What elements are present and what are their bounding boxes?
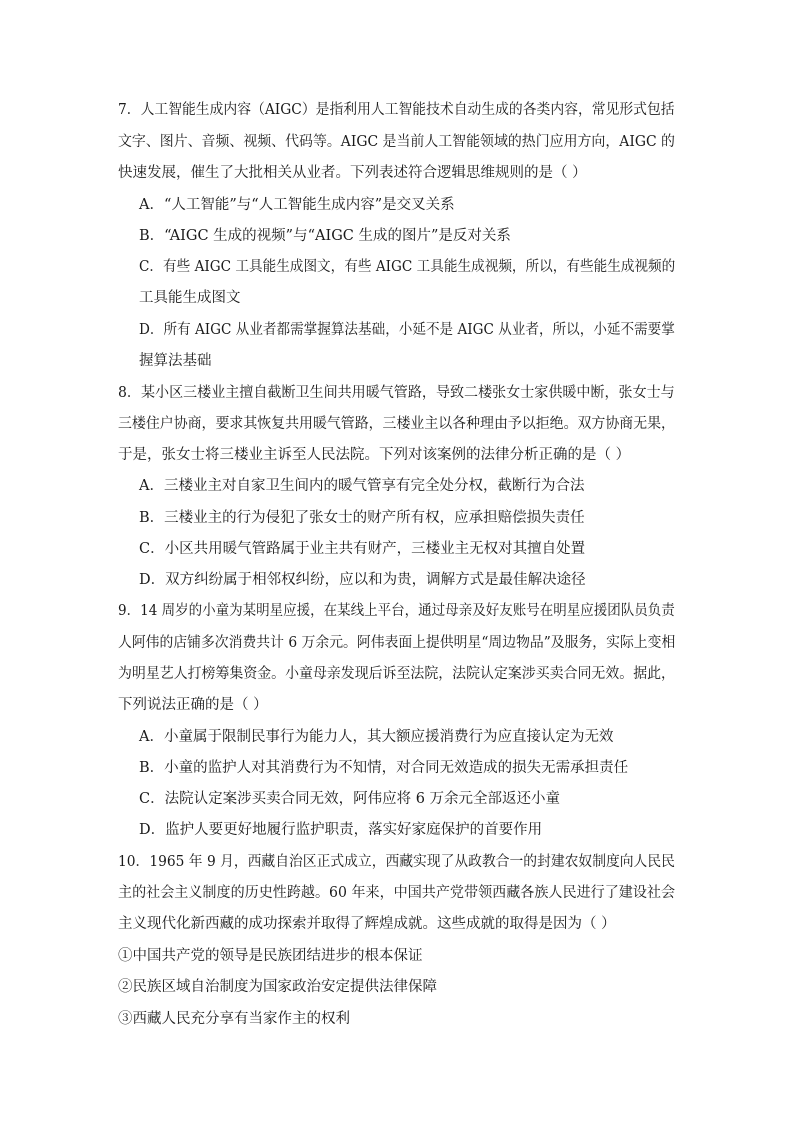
question-stem-line: 文字、图片、音频、视频、代码等。AIGC 是当前人工智能领域的热门应用方向，AIGC 的 — [118, 134, 675, 150]
option-c-continued: 工具能生成图文 — [139, 290, 241, 306]
option-d: D．双方纠纷属于相邻权纠纷，应以和为贵，调解方式是最佳解决途径 — [139, 572, 586, 588]
question-stem-line: 9．14 周岁的小童为某明星应援，在某线上平台，通过母亲及好友账号在明星应援团队员负责 — [118, 603, 675, 619]
question-stem-line: 8．某小区三楼业主擅自截断卫生间共用暖气管路，导致二楼张女士家供暖中断，张女士与 — [118, 385, 675, 401]
option-c: C．法院认定案涉买卖合同无效，阿伟应将 6 万余元全部返还小童 — [139, 791, 561, 807]
option-b: B．三楼业主的行为侵犯了张女士的财产所有权，应承担赔偿损失责任 — [139, 510, 585, 526]
option-a: A．“人工智能”与“人工智能生成内容”是交叉关系 — [139, 197, 455, 213]
question-stem-line: 三楼住户协商，要求其恢复共用暖气管路，三楼业主以各种理由予以拒绝。双方协商无果， — [118, 416, 675, 432]
option-d-continued: 握算法基础 — [139, 353, 212, 369]
option-d: D．所有 AIGC 从业者都需掌握算法基础，小延不是 AIGC 从业者，所以，小延不需要掌 — [139, 322, 675, 338]
question-stem-line: 7．人工智能生成内容（AIGC）是指利用人工智能技术自动生成的各类内容，常见形式包括 — [118, 102, 675, 118]
statement-2: ②民族区域自治制度为国家政治安定提供法律保障 — [118, 979, 437, 995]
question-stem-line: 10．1965 年 9 月，西藏自治区正式成立，西藏实现了从政教合一的封建农奴制度向人民民 — [118, 854, 675, 870]
option-d: D．监护人要更好地履行监护职责，落实好家庭保护的首要作用 — [139, 822, 543, 838]
question-stem-line: 主的社会主义制度的历史性跨越。60 年来，中国共产党带领西藏各族人民进行了建设社会 — [118, 885, 676, 901]
option-c: C．小区共用暖气管路属于业主共有财产，三楼业主无权对其擅自处置 — [139, 541, 586, 557]
statement-1: ①中国共产党的领导是民族团结进步的根本保证 — [118, 948, 423, 964]
question-stem-line: 于是，张女士将三楼业主诉至人民法院。下列对该案例的法律分析正确的是（ ） — [118, 447, 631, 463]
option-c: C．有些 AIGC 工具能生成图文，有些 AIGC 工具能生成视频，所以，有些能生成视频的 — [139, 259, 676, 275]
question-stem-line: 下列说法正确的是（ ） — [118, 697, 268, 713]
option-a: A．小童属于限制民事行为能力人，其大额应援消费行为应直接认定为无效 — [139, 729, 614, 745]
option-a: A．三楼业主对自家卫生间内的暖气管享有完全处分权，截断行为合法 — [139, 478, 585, 494]
question-stem-line: 为明星艺人打榜筹集资金。小童母亲发现后诉至法院，法院认定案涉买卖合同无效。据此， — [118, 666, 675, 682]
question-stem-line: 人阿伟的店铺多次消费共计 6 万余元。阿伟表面上提供明星“周边物品”及服务，实际上变相 — [118, 635, 676, 651]
question-stem-line: 快速发展，催生了大批相关从业者。下列表述符合逻辑思维规则的是（ ） — [118, 165, 587, 181]
option-b: B．小童的监护人对其消费行为不知情，对合同无效造成的损失无需承担责任 — [139, 760, 629, 776]
option-b: B．“AIGC 生成的视频”与“AIGC 生成的图片”是反对关系 — [139, 228, 511, 244]
question-stem-line: 主义现代化新西藏的成功探索并取得了辉煌成就。这些成就的取得是因为（ ） — [118, 916, 616, 932]
statement-3: ③西藏人民充分享有当家作主的权利 — [118, 1011, 350, 1027]
